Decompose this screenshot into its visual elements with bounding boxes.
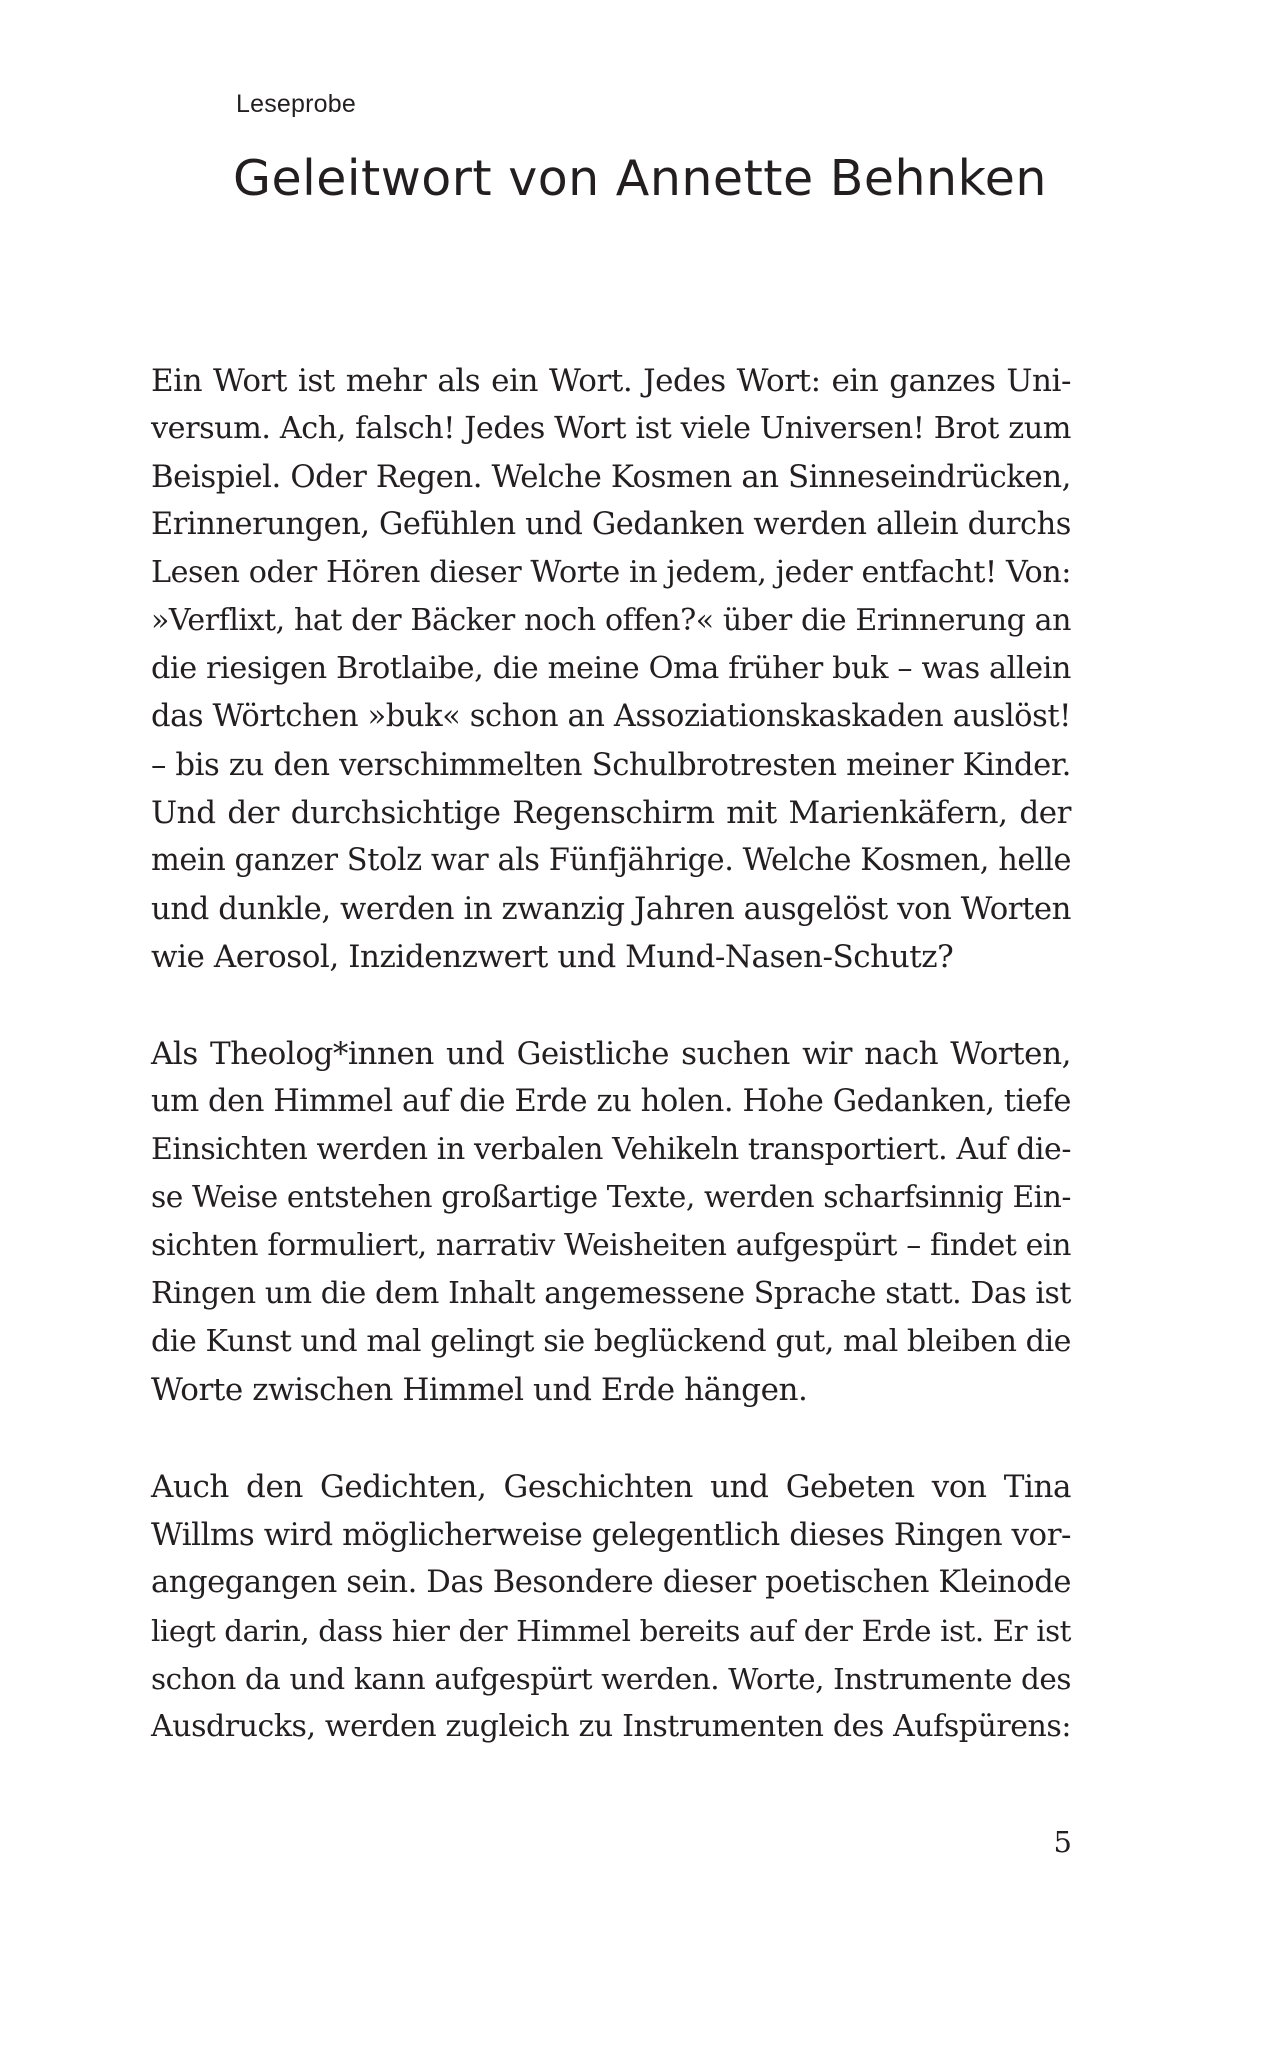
page-number: 5	[1053, 1825, 1072, 1859]
text-line: um den Himmel auf die Erde zu holen. Hohe Gedanken, tiefe	[151, 1084, 1071, 1119]
text-line: mein ganzer Stolz war als Fünfjährige. Welche Kosmen, helle	[151, 843, 1071, 878]
text-line: Auch den Gedichten, Geschichten und Gebeten von Tina	[151, 1469, 1071, 1505]
text-line: – bis zu den verschimmelten Schulbrotresten meiner Kinder.	[151, 747, 1071, 783]
text-line: wie Aerosol, Inzidenzwert und Mund-Nasen-Schutz?	[151, 939, 954, 975]
text-line: und dunkle, werden in zwanzig Jahren ausgelöst von Worten	[151, 891, 1071, 927]
text-line: Lesen oder Hören dieser Worte in jedem, jeder entfacht! Von:	[151, 555, 1071, 590]
text-line: liegt darin, dass hier der Himmel bereits auf der Erde ist. Er ist	[151, 1614, 1071, 1648]
text-line: versum. Ach, falsch! Jedes Wort ist viele Universen! Brot zum	[151, 411, 1071, 446]
text-line: Ein Wort ist mehr als ein Wort. Jedes Wort: ein ganzes Uni-	[151, 363, 1071, 399]
text-line: Erinnerungen, Gefühlen und Gedanken werden allein durchs	[151, 507, 1071, 542]
text-line: se Weise entstehen großartige Texte, werden scharfsinnig Ein-	[151, 1180, 1071, 1215]
text-line: Als Theolog*innen und Geistliche suchen wir nach Worten,	[151, 1036, 1071, 1072]
text-line: Ausdrucks, werden zugleich zu Instrumenten des Aufspürens:	[151, 1709, 1071, 1744]
text-line: Und der durchsichtige Regenschirm mit Marienkäfern, der	[151, 795, 1071, 831]
paragraph-1	[151, 357, 1071, 981]
text-line: die Kunst und mal gelingt sie beglückend gut, mal bleiben die	[151, 1324, 1071, 1359]
text-line: sichten formuliert, narrativ Weisheiten aufgespürt – findet ein	[151, 1228, 1071, 1263]
chapter-title: Geleitwort von Annette Behnken	[233, 150, 1047, 207]
text-line: schon da und kann aufgespürt werden. Worte, Instrumente des	[151, 1662, 1071, 1696]
header-label: Leseprobe	[236, 90, 356, 118]
text-line: Ringen um die dem Inhalt angemessene Sprache statt. Das ist	[151, 1276, 1071, 1311]
text-line: Einsichten werden in verbalen Vehikeln transportiert. Auf die-	[151, 1132, 1071, 1167]
text-line: »Verflixt, hat der Bäcker noch offen?« über die Erinnerung an	[151, 603, 1071, 638]
text-line: das Wörtchen »buk« schon an Assoziationskaskaden auslöst!	[151, 699, 1071, 734]
paragraph-2	[151, 1030, 1071, 1414]
text-line: Willms wird möglicherweise gelegentlich dieses Ringen vor-	[151, 1517, 1071, 1553]
text-line: Worte zwischen Himmel und Erde hängen.	[151, 1372, 808, 1408]
paragraph-3	[151, 1463, 1071, 1751]
text-line: die riesigen Brotlaibe, die meine Oma früher buk – was allein	[151, 651, 1071, 686]
text-line: angegangen sein. Das Besondere dieser poetischen Kleinode	[151, 1565, 1071, 1600]
text-line: Beispiel. Oder Regen. Welche Kosmen an Sinneseindrücken,	[151, 459, 1071, 495]
